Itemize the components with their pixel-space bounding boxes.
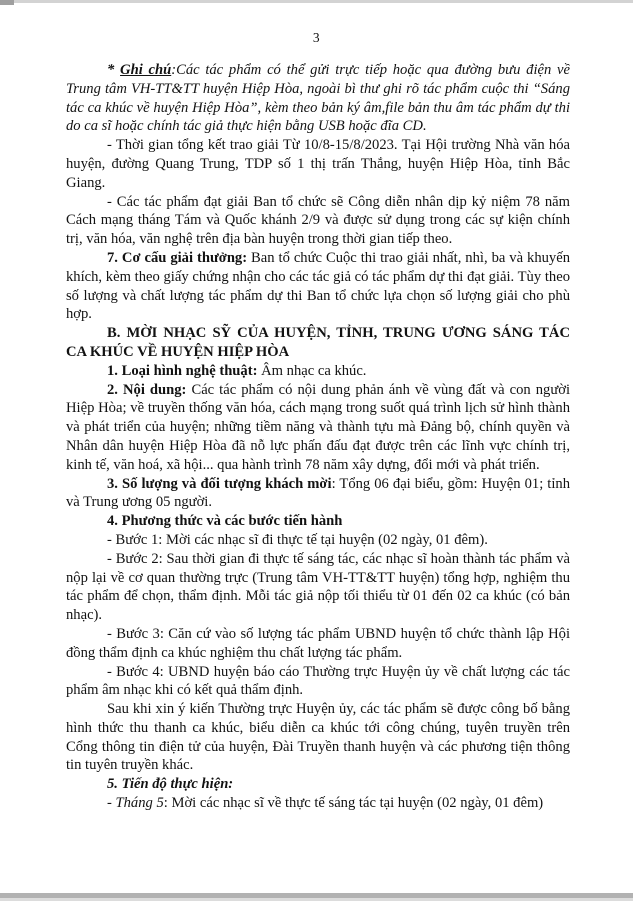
scan-edge-top (0, 0, 633, 3)
guest-count-text: : Tổng 06 đại biểu, gồm: Huyện 01; tỉnh và Trung ương 05 người. (66, 475, 570, 511)
document-content (66, 61, 570, 813)
prize-structure-text: Ban tổ chức Cuộc thi trao giải nhất, nhì, ba và khuyến khích, kèm theo giấy chứng nhận cho các tác giả có tác phẩm dự thi đạt giải. Tùy theo số lượng và chất lượng tác phẩm dự thi Ban tổ chức lựa chọn số lượng giải cho phù hợp. (66, 249, 570, 323)
content-theme-label: 2. Nội dung: (107, 381, 187, 398)
heading-method-steps (66, 512, 570, 531)
art-form-label: 1. Loại hình nghệ thuật: (107, 362, 258, 379)
month-5-label: - Tháng 5 (107, 795, 164, 812)
paragraph-art-form (66, 362, 570, 381)
month-5-text: : Mời các nhạc sĩ về thực tế sáng tác tại huyện (02 ngày, 01 đêm) (163, 795, 544, 812)
paragraph-publication: Sau khi xin ý kiến Thường trực Huyện ủy, các tác phẩm sẽ được công bố bằng hình thức thu thanh ca khúc, biểu diễn ca khúc tới công chúng, tuyên truyền trên Cổng thông tin điện tử của huyện, Đài Truyền thanh huyện và các phương tiện thông tin tuyên truyền khác. (66, 701, 570, 774)
schedule-label: 5. Tiến độ thực hiện: (107, 776, 234, 793)
prize-structure-label: 7. Cơ cấu giải thưởng: (107, 249, 248, 266)
paragraph-step-3: - Bước 3: Căn cứ vào số lượng tác phẩm UBND huyện tổ chức thành lập Hội đồng thẩm định ca khúc nghiệm thu chất lượng tác phẩm. (66, 625, 570, 661)
heading-section-b: B. MỜI NHẠC SỸ CỦA HUYỆN, TỈNH, TRUNG ƯƠNG SÁNG TÁC CA KHÚC VỀ HUYỆN HIỆP HÒA (66, 325, 570, 360)
paragraph-award-performance: - Các tác phẩm đạt giải Ban tổ chức sẽ Công diễn nhân dịp kỷ niệm 78 năm Cách mạng tháng Tám và Quốc khánh 2/9 và được sử dụng trong các sự kiện chính trị, văn hóa, văn nghệ trên địa bàn huyện trong thời gian tiếp theo. (66, 193, 570, 248)
page-number: 3 (312, 30, 321, 45)
note-marker: * (107, 62, 121, 78)
paragraph-step-4: - Bước 4: UBND huyện báo cáo Thường trực Huyện ủy về chất lượng các tác phẩm âm nhạc khi có kết quả thẩm định. (66, 663, 570, 699)
paragraph-note (66, 61, 570, 136)
paragraph-step-1: - Bước 1: Mời các nhạc sĩ đi thực tế tại huyện (02 ngày, 01 đêm). (107, 531, 488, 548)
art-form-text: Âm nhạc ca khúc. (257, 362, 367, 379)
heading-schedule (66, 775, 570, 794)
note-body: :Các tác phẩm có thể gửi trực tiếp hoặc qua đường bưu điện về Trung tâm VH-TT&TT huyện Hiệp Hòa, ngoài bì thư ghi rõ tác phẩm cuộc thi “Sáng tác ca khúc về huyện Hiệp Hòa”, kèm theo bản ký âm,file bản thu âm tác phẩm dự thi do ca sĩ hoặc chính tác giả thực hiện bằng USB hoặc đĩa CD. (66, 62, 570, 135)
scan-edge-top-notch (0, 0, 14, 5)
paragraph-content-theme (66, 381, 570, 475)
guest-count-label: 3. Số lượng và đối tượng khách mời (107, 475, 332, 492)
scan-edge-bottom (0, 893, 633, 898)
method-steps-label: 4. Phương thức và các bước tiến hành (107, 513, 343, 530)
content-theme-text: Các tác phẩm có nội dung phản ánh về vùng đất và con người Hiệp Hòa; về truyền thống văn hóa, cách mạng trong suốt quá trình lịch sử hình thành và phát triển của huyện; những tiềm năng và thành tựu mà Đảng bộ, chính quyền và Nhân dân huyện Hiệp Hòa đã nỗ lực phấn đấu đạt được trên các lĩnh vực chính trị, kinh tế, văn hoá, xã hội... qua hành trình 78 năm xây dựng, đổi mới và phát triển. (66, 381, 570, 473)
paragraph-month-5 (66, 794, 570, 813)
paragraph-step-2: - Bước 2: Sau thời gian đi thực tế sáng tác, các nhạc sĩ hoàn thành tác phẩm và nộp lại về cơ quan thường trực (Trung tâm VH-TT&TT huyện) tổng hợp, nghiệm thu tác phẩm để chọn, thẩm định. Mỗi tác giả nộp tối thiểu từ 01 đến 02 ca khúc (có bản nhạc). (66, 550, 570, 624)
paragraph-award-time: - Thời gian tổng kết trao giải Từ 10/8-15/8/2023. Tại Hội trường Nhà văn hóa huyện, đường Quang Trung, TDP số 1 thị trấn Thắng, huyện Hiệp Hòa, tỉnh Bắc Giang. (66, 137, 570, 191)
note-label: Ghi chú (120, 62, 172, 78)
paragraph-prize-structure (66, 249, 570, 324)
paragraph-guest-count (66, 475, 570, 513)
